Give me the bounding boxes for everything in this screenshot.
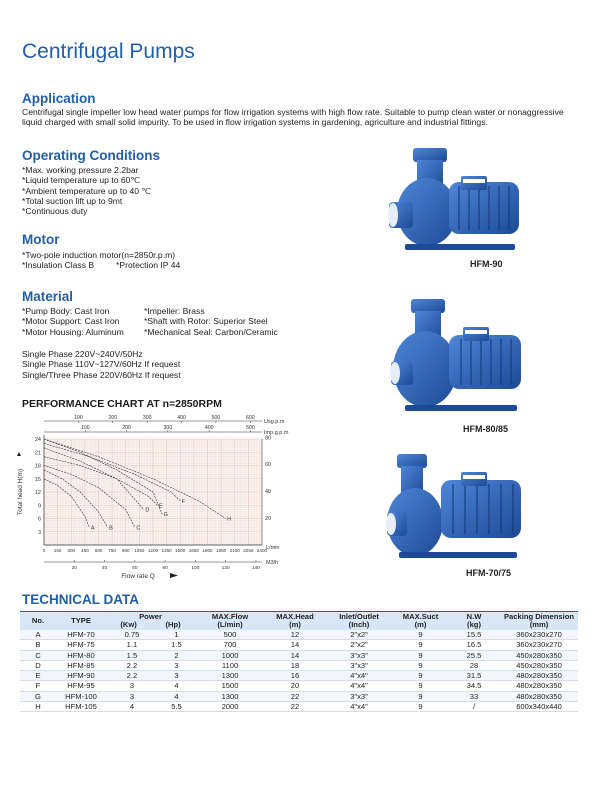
operating-line: *Total suction lift up to 9mt — [22, 195, 123, 206]
col-power — [106, 612, 195, 631]
cell-type: HFM-75 — [56, 640, 106, 650]
cell-no: H — [20, 702, 56, 712]
x-tick-label: 1650 — [188, 548, 199, 553]
col-inlet — [325, 612, 393, 631]
material-item: *Motor Support: Cast Iron — [22, 316, 120, 327]
table-row — [20, 660, 578, 670]
impgpm-tick-label: 500 — [246, 425, 255, 431]
y-tick-label: 12 — [34, 490, 41, 496]
cell-kw: 3 — [106, 681, 158, 691]
curve-label-A: A — [90, 525, 95, 532]
cell-hp: 4 — [158, 681, 195, 691]
cell-hp: 1 — [158, 630, 195, 640]
phase-item: Single/Three Phase 220V/60Hz If request — [22, 369, 181, 380]
tech-heading: TECHNICAL DATA — [22, 592, 139, 607]
m3h-tick-label: 140 — [251, 566, 260, 571]
cell-nw: / — [448, 702, 500, 712]
cell-no: E — [20, 671, 56, 681]
col-suct-unit: (m) — [414, 620, 427, 629]
table-row — [20, 702, 578, 712]
col-type: TYPE — [56, 612, 106, 631]
cell-no: G — [20, 691, 56, 701]
cell-inlet: 3"x3" — [325, 650, 393, 660]
m3h-tick-label: 40 — [101, 566, 108, 571]
cell-head: 14 — [265, 640, 325, 650]
performance-chart — [0, 412, 300, 582]
curve-label-F: F — [181, 498, 186, 505]
col-power-kw: (Kw) — [120, 620, 137, 629]
cell-inlet: 4"x4" — [325, 702, 393, 712]
cell-no: B — [20, 640, 56, 650]
x-tick-label: 2250 — [243, 548, 254, 553]
table-row — [20, 671, 578, 681]
impgpm-tick-label: 300 — [163, 425, 173, 431]
cell-head: 22 — [265, 691, 325, 701]
cell-nw: 25.5 — [448, 650, 500, 660]
col-nw — [448, 612, 500, 631]
col-pack-label: Packing Dimension — [503, 611, 575, 621]
material-left-list — [22, 306, 124, 337]
y-tick-label: 15 — [34, 476, 41, 483]
x-axis-arrow-icon — [170, 573, 178, 578]
application-line: Centrifugal single impeller low head water pumps for flow irrigation systems with high flow rate. Suitable to pump clean water or nonaggressive — [22, 107, 564, 117]
table-row — [20, 640, 578, 650]
x-tick-label: 900 — [121, 548, 130, 553]
y-tick-label: 6 — [37, 516, 41, 523]
cell-hp: 3 — [158, 671, 195, 681]
table-row — [20, 681, 578, 691]
y-tick-label: 9 — [37, 503, 41, 510]
usgpm-tick-label: 300 — [142, 415, 152, 421]
curve-label-E: E — [159, 503, 163, 510]
operating-line: *Continuous duty — [22, 206, 88, 217]
operating-line: *Ambient temperature up to 40 ℃ — [22, 185, 152, 196]
right-tick-label: 80 — [265, 435, 272, 442]
x-tick-label: 1500 — [175, 548, 186, 553]
x-tick-label: 2400 — [256, 548, 268, 553]
cell-pack: 600x340x440 — [500, 702, 578, 712]
curve-label-C: C — [136, 525, 141, 532]
material-item: *Motor Housing: Aluminum — [22, 326, 124, 337]
table-row — [20, 650, 578, 660]
model-label-hfm-70-75: HFM-70/75 — [466, 568, 512, 578]
page-title: Centrifugal Pumps — [22, 40, 195, 63]
x-tick-label: 600 — [94, 548, 103, 553]
cell-type: HFM-95 — [56, 681, 106, 691]
cell-flow: 700 — [195, 640, 265, 650]
impgpm-tick-label: 400 — [204, 425, 214, 431]
cell-no: A — [20, 630, 56, 640]
col-flow-label: MAX.Flow — [211, 611, 249, 621]
motor-protection: *Protection IP 44 — [116, 260, 181, 270]
cell-no: D — [20, 660, 56, 670]
cell-inlet: 3"x3" — [325, 660, 393, 670]
cell-type: HFM-100 — [56, 691, 106, 701]
x-tick-label: 750 — [108, 548, 116, 553]
cell-pack: 480x280x350 — [500, 671, 578, 681]
cell-nw: 28 — [448, 660, 500, 670]
impgpm-tick-label: 200 — [122, 425, 131, 431]
cell-pack: 450x280x350 — [500, 650, 578, 660]
cell-kw: 0.75 — [106, 630, 158, 640]
curve-label-D: D — [145, 507, 150, 514]
curve-label-G: G — [163, 512, 168, 519]
cell-suct: 9 — [393, 630, 448, 640]
cell-type: HFM-105 — [56, 702, 106, 712]
cell-hp: 3 — [158, 660, 195, 670]
usgpm-tick-label: 400 — [177, 415, 186, 421]
material-right-list — [144, 306, 278, 337]
usgpm-tick-label: 600 — [245, 415, 255, 421]
m3h-tick-label: 80 — [162, 566, 168, 571]
material-item: *Impeller: Brass — [144, 306, 205, 316]
y-tick-label: 18 — [34, 463, 41, 470]
cell-suct: 9 — [393, 660, 448, 670]
right-tick-label: 20 — [265, 516, 272, 523]
col-nw-unit: (kg) — [467, 620, 481, 629]
cell-nw: 15.5 — [448, 630, 500, 640]
col-no: No. — [20, 612, 56, 631]
unit-usgpm-label: Usg.p.m — [264, 419, 285, 425]
y-tick-label: 21 — [34, 450, 41, 457]
col-head — [265, 612, 325, 631]
pump-hfm-80-85-image — [385, 295, 545, 425]
cell-kw: 2.2 — [106, 671, 158, 681]
pump-hfm-70-75-image — [385, 450, 545, 570]
phase-list — [22, 349, 181, 380]
phase-item: Single Phase 220V~240V/50Hz — [22, 349, 143, 359]
cell-inlet: 2"x2" — [325, 630, 393, 640]
x-tick-label: 0 — [42, 548, 46, 553]
right-tick-label: 40 — [265, 489, 272, 496]
cell-nw: 33 — [448, 691, 500, 701]
cell-nw: 16.5 — [448, 640, 500, 650]
x-tick-label: 300 — [67, 548, 76, 553]
curve-label-B: B — [109, 525, 113, 532]
material-heading: Material — [22, 289, 74, 304]
cell-flow: 1000 — [195, 650, 265, 660]
material-item: *Mechanical Seal: Carbon/Ceramic — [144, 326, 278, 337]
table-header-row — [20, 612, 578, 631]
x-tick-label: 150 — [53, 548, 62, 553]
cell-inlet: 2"x2" — [325, 640, 393, 650]
cell-kw: 2.2 — [106, 660, 158, 670]
unit-impgpm-label: Imp.g.p.m — [264, 430, 289, 436]
application-heading: Application — [22, 91, 96, 106]
model-label-hfm-90: HFM-90 — [470, 259, 503, 269]
cell-pack: 480x280x350 — [500, 691, 578, 701]
cell-pack: 360x230x270 — [500, 630, 578, 640]
cell-no: F — [20, 681, 56, 691]
operating-line: *Max. working pressure 2.2bar — [22, 165, 139, 175]
cell-flow: 2000 — [195, 702, 265, 712]
x-tick-label: 2100 — [229, 548, 240, 553]
cell-suct: 9 — [393, 640, 448, 650]
x-tick-label: 1050 — [134, 548, 145, 553]
table-row — [20, 630, 578, 640]
cell-inlet: 4"x4" — [325, 681, 393, 691]
m3h-tick-label: 20 — [71, 566, 77, 571]
phase-item: Single Phase 110V~127V/60Hz If request — [22, 359, 181, 370]
usgpm-tick-label: 100 — [74, 415, 83, 421]
x-tick-label: 1200 — [147, 548, 159, 553]
cell-inlet: 3"x3" — [325, 691, 393, 701]
table-row — [20, 691, 578, 701]
cell-type: HFM-90 — [56, 671, 106, 681]
y-tick-label: 3 — [37, 529, 41, 536]
operating-list — [22, 165, 151, 216]
cell-flow: 1300 — [195, 671, 265, 681]
y-axis-arrow-icon — [17, 452, 21, 456]
unit-m3h-label: M3/h — [266, 560, 279, 566]
x-tick-label: 1800 — [202, 548, 213, 553]
usgpm-tick-label: 500 — [211, 415, 221, 421]
x-tick-label: 1950 — [216, 548, 227, 553]
cell-head: 16 — [265, 671, 325, 681]
cell-head: 14 — [265, 650, 325, 660]
curve-label-H: H — [227, 516, 232, 523]
material-item: *Pump Body: Cast Iron — [22, 306, 110, 316]
col-inlet-label: Inlet/Outlet — [339, 611, 379, 621]
col-pack-unit: (mm) — [529, 620, 549, 629]
m3h-tick-label: 100 — [191, 566, 200, 571]
cell-head: 18 — [265, 660, 325, 670]
motor-heading: Motor — [22, 232, 60, 247]
cell-flow: 1300 — [195, 691, 265, 701]
cell-flow: 1100 — [195, 660, 265, 670]
cell-pack: 450x280x350 — [500, 660, 578, 670]
application-line: liquid charged with small solid impurity. To be used in flow irrigation systems in gardening, agriculture and industrial fittings. — [22, 117, 488, 128]
x-axis-label: Flow rate Q — [121, 573, 155, 580]
material-item: *Shaft with Rotor: Superior Steel — [144, 316, 268, 327]
cell-hp: 5.5 — [158, 702, 195, 712]
impgpm-tick-label: 100 — [80, 425, 90, 431]
operating-line: *Liquid temperature up to 60℃ — [22, 175, 141, 186]
cell-pack: 480x280x350 — [500, 681, 578, 691]
cell-nw: 34.5 — [448, 681, 500, 691]
col-nw-label: N.W — [466, 611, 482, 621]
cell-hp: 4 — [158, 691, 195, 701]
col-flow — [195, 612, 265, 631]
col-suct — [393, 612, 448, 631]
technical-data-table — [20, 611, 578, 712]
cell-suct: 9 — [393, 691, 448, 701]
cell-head: 22 — [265, 702, 325, 712]
m3h-tick-label: 60 — [132, 566, 138, 571]
col-suct-label: MAX.Suct — [402, 611, 439, 621]
col-power-label: Power — [139, 611, 162, 621]
cell-kw: 1.1 — [106, 640, 158, 650]
cell-type: HFM-70 — [56, 630, 106, 640]
col-head-label: MAX.Head — [276, 611, 314, 621]
right-tick-label: 60 — [265, 462, 272, 469]
cell-type: HFM-85 — [56, 660, 106, 670]
cell-head: 12 — [265, 630, 325, 640]
cell-hp: 2 — [158, 650, 195, 660]
cell-kw: 4 — [106, 702, 158, 712]
x-tick-label: 1350 — [161, 548, 172, 553]
y-tick-label: 24 — [34, 437, 41, 443]
cell-suct: 9 — [393, 671, 448, 681]
cell-flow: 500 — [195, 630, 265, 640]
y-axis-label: Total head H(m) — [17, 468, 24, 516]
cell-head: 20 — [265, 681, 325, 691]
cell-type: HFM-80 — [56, 650, 106, 660]
cell-suct: 9 — [393, 650, 448, 660]
cell-no: C — [20, 650, 56, 660]
operating-heading: Operating Conditions — [22, 148, 160, 163]
pump-hfm-90-image — [385, 140, 545, 260]
unit-lmin-label: L/min — [266, 545, 280, 551]
chart-heading: PERFORMANCE CHART AT n=2850RPM — [22, 398, 222, 410]
col-inlet-unit: (Inch) — [348, 620, 370, 629]
col-pack — [500, 612, 578, 631]
col-flow-unit: (L/min) — [217, 620, 243, 629]
usgpm-tick-label: 200 — [108, 415, 118, 421]
motor-insulation: *Insulation Class B — [22, 260, 95, 270]
cell-kw: 1.5 — [106, 650, 158, 660]
cell-pack: 360x230x270 — [500, 640, 578, 650]
cell-suct: 9 — [393, 681, 448, 691]
cell-flow: 1500 — [195, 681, 265, 691]
cell-suct: 9 — [393, 702, 448, 712]
col-power-hp: (Hp) — [165, 620, 181, 629]
cell-hp: 1.5 — [158, 640, 195, 650]
col-head-unit: (m) — [289, 620, 301, 629]
cell-nw: 31.5 — [448, 671, 500, 681]
cell-inlet: 4"x4" — [325, 671, 393, 681]
m3h-tick-label: 120 — [221, 566, 230, 571]
x-tick-label: 450 — [81, 548, 89, 553]
application-text — [22, 107, 582, 128]
cell-kw: 3 — [106, 691, 158, 701]
model-label-hfm-80-85: HFM-80/85 — [463, 424, 509, 434]
motor-line-1: *Two-pole induction motor(n=2850r.p.m) — [22, 250, 176, 260]
